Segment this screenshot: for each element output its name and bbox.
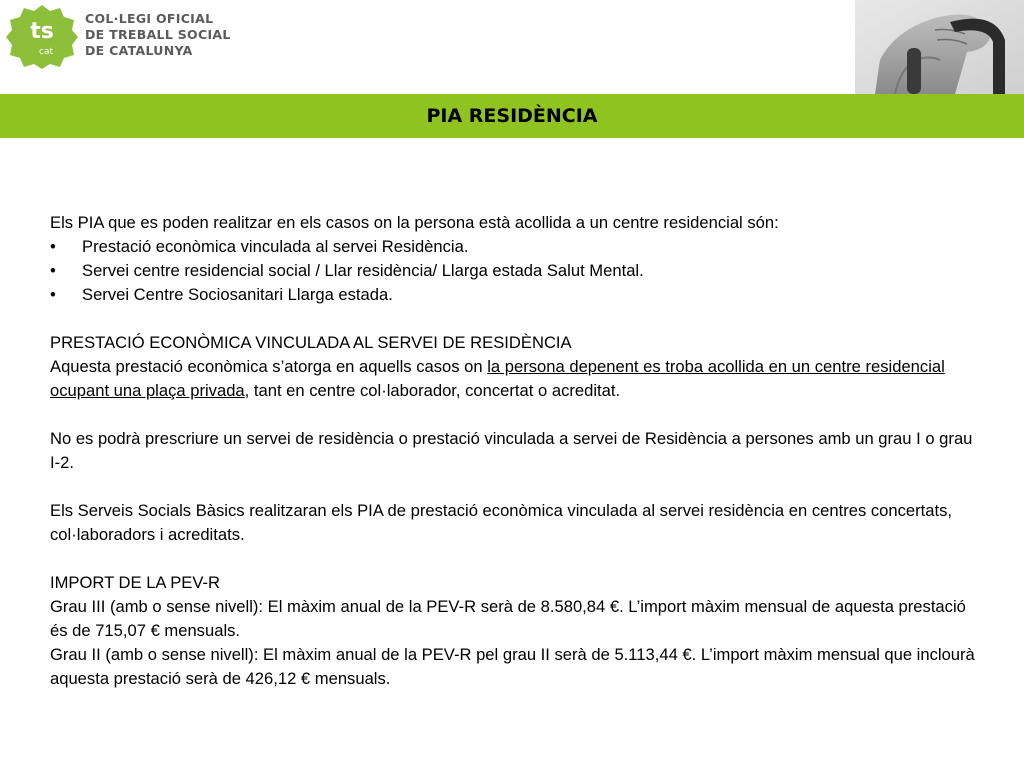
org-name-line-3: DE CATALUNYA [85, 43, 193, 58]
title-banner [0, 94, 1024, 138]
import-grau-3: Grau III (amb o sense nivell): El màxim anual de la PEV-R serà de 8.580,84 €. L’import màxim mensual de aquesta prestació és de 715,07 € mensuals. [50, 597, 966, 640]
list-item [50, 283, 980, 307]
organization-name [85, 11, 231, 59]
bullet-icon: • [50, 237, 56, 256]
serveis-socials-paragraph: Els Serveis Socials Bàsics realitzaran els PIA de prestació econòmica vinculada al servei residència en centres concertats, col·laboradors i acreditats. [50, 501, 953, 544]
section-heading-import: IMPORT DE LA PEV-R [50, 573, 220, 592]
bullet-icon: • [50, 261, 56, 280]
prestacio-text-underlined: la persona depenent es troba acollida en un centre residencial ocupant una plaça privada [50, 357, 945, 400]
list-item-text: Servei centre residencial social / Llar residència/ Llarga estada Salut Mental. [82, 261, 644, 280]
logo-text: cat [39, 47, 53, 57]
list-item [50, 259, 980, 283]
page-title: PIA RESIDÈNCIA [426, 105, 598, 127]
section-heading-prestacio: PRESTACIÓ ECONÒMICA VINCULADA AL SERVEI DE RESIDÈNCIA [50, 333, 572, 352]
list-item-text: Prestació econòmica vinculada al servei Residència. [82, 237, 469, 256]
list-item [50, 235, 980, 259]
intro-text: Els PIA que es poden realitzar en els casos on la persona està acollida a un centre residencial són: [50, 213, 779, 232]
prestacio-paragraph [50, 355, 980, 403]
bullet-icon: • [50, 285, 56, 304]
import-grau-2: Grau II (amb o sense nivell): El màxim anual de la PEV-R pel grau II serà de 5.113,44 €. L’import màxim mensual que inclourà aquesta prestació serà de 426,12 € mensuals. [50, 645, 975, 688]
prestacio-text-a: Aquesta prestació econòmica s’atorga en aquells casos on [50, 357, 488, 376]
list-item-text: Servei Centre Sociosanitari Llarga estada. [82, 285, 393, 304]
grau-restriction-paragraph: No es podrà prescriure un servei de residència o prestació vinculada a servei de Residència a persones amb un grau I o grau I-2. [50, 429, 973, 472]
ts-logo-icon [6, 3, 78, 69]
org-name-line-2: DE TREBALL SOCIAL [85, 27, 231, 42]
prestacio-text-b: , tant en centre col·laborador, concertat o acreditat. [244, 381, 621, 400]
hand-with-cane-photo [855, 0, 1024, 94]
main-content [50, 211, 980, 691]
org-name-line-1: COL·LEGI OFICIAL [85, 11, 214, 26]
svg-text:ts: ts [30, 19, 54, 44]
